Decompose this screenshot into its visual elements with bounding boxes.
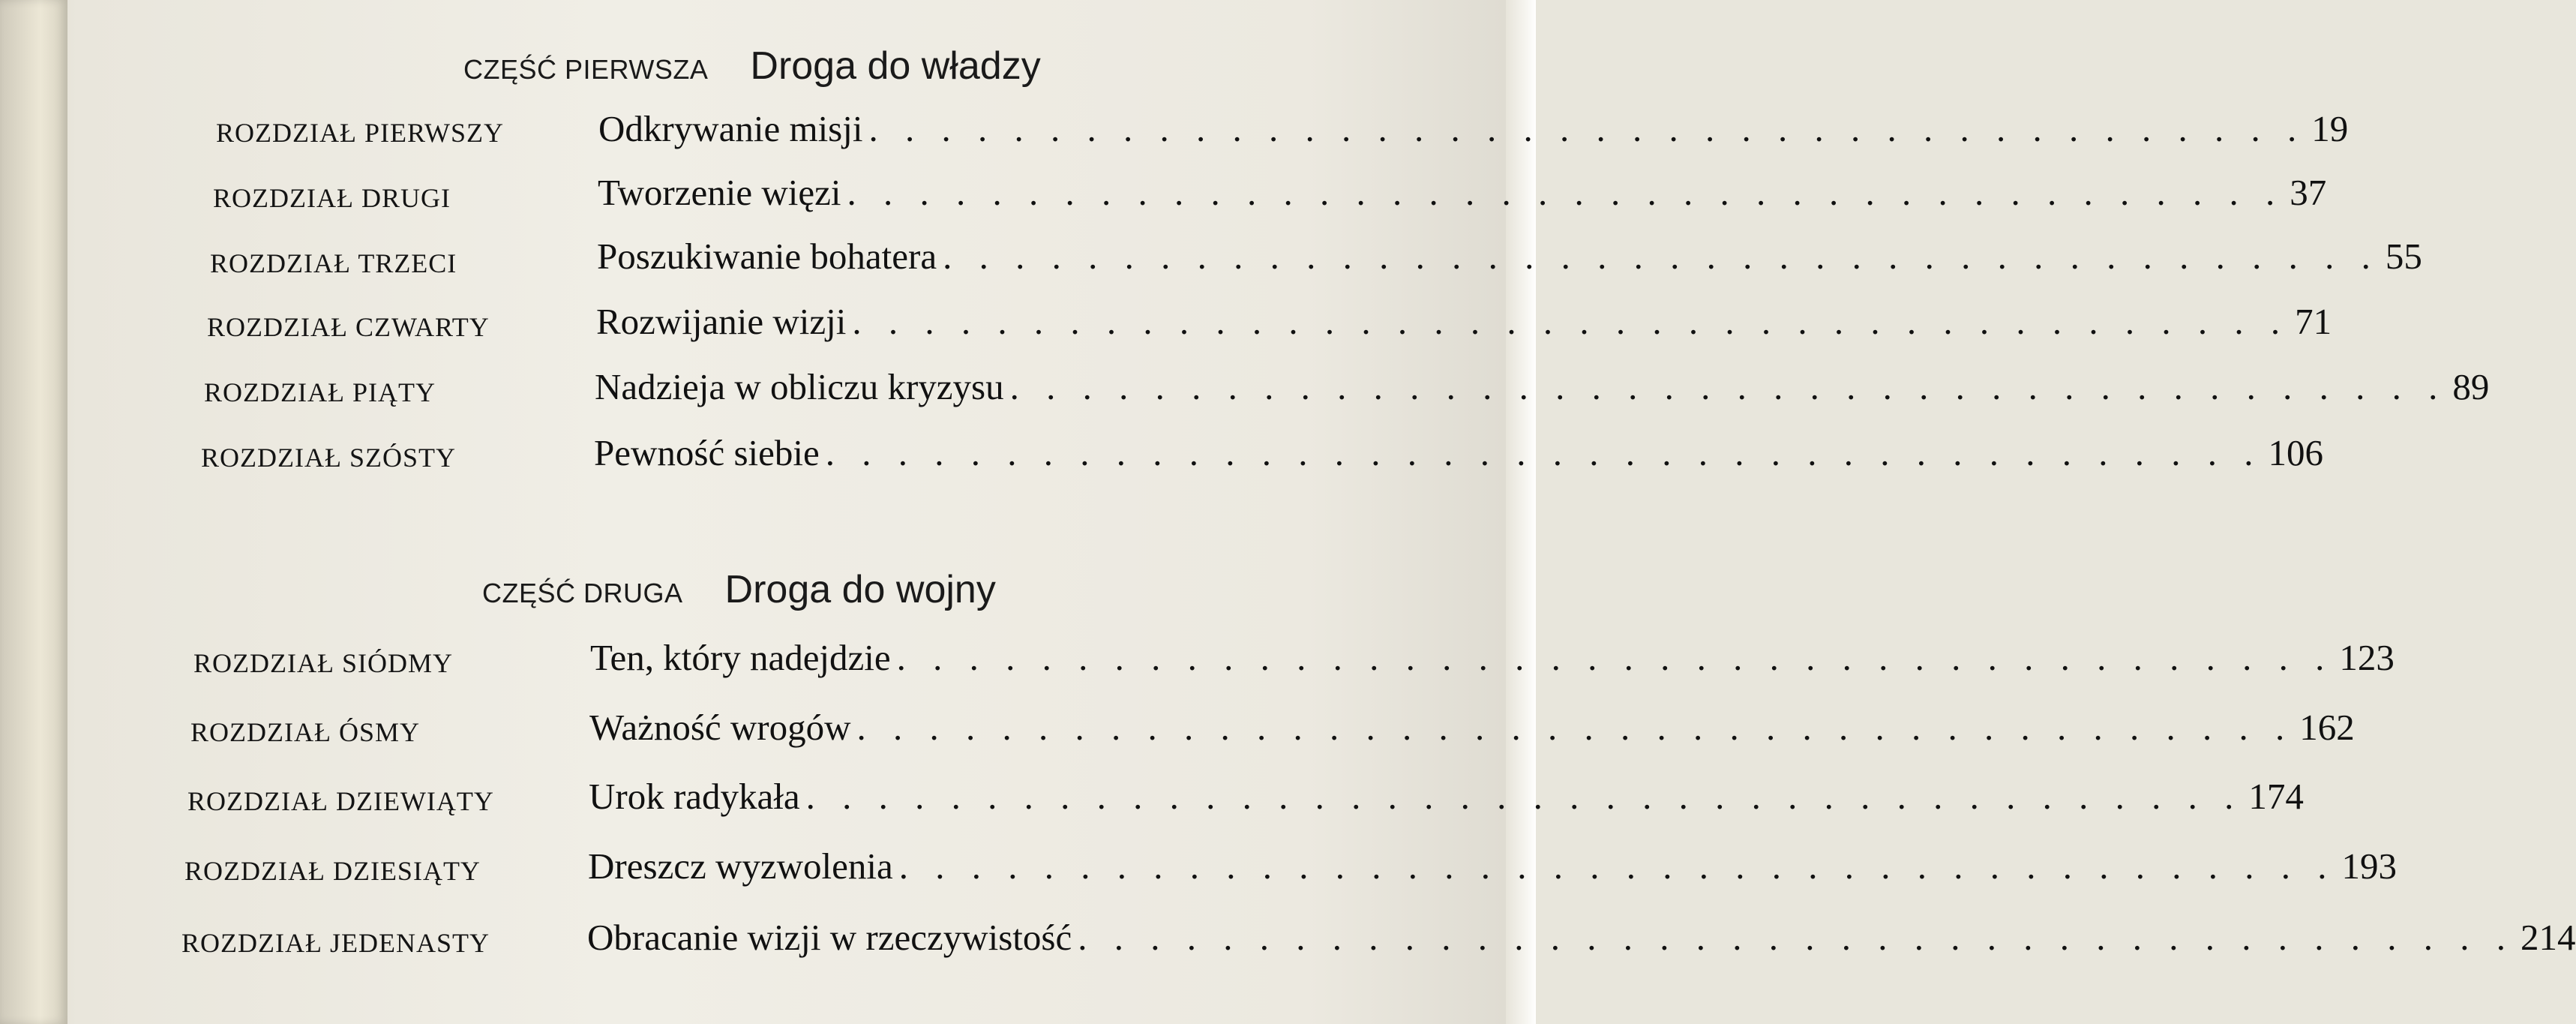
dot-leader: . . . . . . . . . . . . . . . . . . . . . . . . . . . . . . . . . . . . . . . . bbox=[825, 432, 2263, 473]
chapter-label: ROZDZIAŁ TRZECI bbox=[210, 248, 457, 278]
toc-entry bbox=[595, 365, 2490, 408]
toc-entry bbox=[598, 171, 2327, 214]
page-number: 19 bbox=[2311, 108, 2349, 149]
dot-leader: . . . . . . . . . . . . . . . . . . . . . . . . . . . . . . . . . . . . . . . . bbox=[1009, 366, 2447, 407]
chapter-label: ROZDZIAŁ SZÓSTY bbox=[201, 443, 456, 473]
chapter-title: Nadzieja w obliczu kryzysu bbox=[595, 366, 1004, 407]
chapter-label: ROZDZIAŁ SIÓDMY bbox=[193, 648, 453, 678]
page-number: 162 bbox=[2299, 707, 2355, 748]
chapter-title: Odkrywanie misji bbox=[598, 108, 863, 149]
part-label: CZĘŚĆ DRUGA bbox=[482, 578, 683, 608]
chapter-title: Ten, który nadejdzie bbox=[590, 637, 891, 678]
part-heading bbox=[463, 44, 1041, 89]
left-page-edge bbox=[0, 0, 67, 1024]
dot-leader: . . . . . . . . . . . . . . . . . . . . . . . . . . . . . . . . . . . . . . . . bbox=[856, 707, 2294, 748]
dot-leader: . . . . . . . . . . . . . . . . . . . . . . . . . . . . . . . . . . . . . . . . bbox=[943, 236, 2380, 277]
toc-entry bbox=[590, 636, 2395, 679]
chapter-title: Ważność wrogów bbox=[589, 707, 851, 748]
dot-leader: . . . . . . . . . . . . . . . . . . . . . . . . . . . . . . . . . . . . . . . . bbox=[896, 637, 2334, 678]
page-number: 89 bbox=[2452, 366, 2490, 407]
chapter-title: Rozwijanie wizji bbox=[596, 301, 847, 342]
toc-entry bbox=[588, 845, 2398, 887]
toc-entry bbox=[587, 916, 2576, 959]
page-number: 55 bbox=[2385, 236, 2422, 277]
toc-entry bbox=[597, 235, 2422, 278]
dot-leader: . . . . . . . . . . . . . . . . . . . . . . . . . . . . . . . . . . . . . . . . bbox=[847, 172, 2284, 213]
dot-leader: . . . . . . . . . . . . . . . . . . . . . . . . . . . . . . . . . . . . . . . . bbox=[898, 845, 2336, 887]
page-number: 193 bbox=[2341, 845, 2398, 887]
part-title: Droga do wojny bbox=[724, 568, 996, 611]
part-heading bbox=[482, 567, 996, 612]
page-number: 37 bbox=[2290, 172, 2327, 213]
toc-entry bbox=[598, 107, 2349, 150]
part-title: Droga do władzy bbox=[750, 44, 1041, 88]
page-number: 214 bbox=[2521, 917, 2576, 958]
dot-leader: . . . . . . . . . . . . . . . . . . . . . . . . . . . . . . . . . . . . . . . . bbox=[868, 108, 2306, 149]
chapter-title: Tworzenie więzi bbox=[598, 172, 841, 213]
chapter-title: Obracanie wizji w rzeczywistość bbox=[587, 917, 1072, 958]
page-number: 174 bbox=[2248, 776, 2304, 817]
part-label: CZĘŚĆ PIERWSZA bbox=[463, 54, 709, 85]
toc-entry bbox=[589, 706, 2355, 749]
page-number: 123 bbox=[2339, 637, 2395, 678]
dot-leader: . . . . . . . . . . . . . . . . . . . . . . . . . . . . . . . . . . . . . . . . bbox=[1078, 917, 2515, 958]
toc-entry bbox=[589, 775, 2304, 818]
page-number: 106 bbox=[2268, 432, 2323, 473]
toc-entry bbox=[596, 300, 2332, 343]
chapter-label: ROZDZIAŁ PIĄTY bbox=[204, 377, 436, 407]
chapter-label: ROZDZIAŁ DRUGI bbox=[213, 183, 451, 213]
show-through-text bbox=[945, 15, 1500, 990]
chapter-title: Dreszcz wyzwolenia bbox=[588, 845, 893, 887]
page-number: 71 bbox=[2295, 301, 2332, 342]
dot-leader: . . . . . . . . . . . . . . . . . . . . . . . . . . . . . . . . . . . . . . . . bbox=[852, 301, 2290, 342]
chapter-title: Urok radykała bbox=[589, 776, 800, 817]
chapter-label: ROZDZIAŁ CZWARTY bbox=[207, 312, 490, 342]
chapter-title: Pewność siebie bbox=[594, 432, 820, 473]
chapter-title: Poszukiwanie bohatera bbox=[597, 236, 937, 277]
chapter-label: ROZDZIAŁ PIERWSZY bbox=[216, 118, 504, 148]
chapter-label: ROZDZIAŁ JEDENASTY bbox=[181, 928, 490, 958]
chapter-label: ROZDZIAŁ DZIEWIĄTY bbox=[187, 786, 494, 816]
toc-entry bbox=[594, 431, 2323, 474]
chapter-label: ROZDZIAŁ DZIESIĄTY bbox=[184, 856, 481, 886]
dot-leader: . . . . . . . . . . . . . . . . . . . . . . . . . . . . . . . . . . . . . . . . bbox=[805, 776, 2243, 817]
chapter-label: ROZDZIAŁ ÓSMY bbox=[190, 717, 420, 747]
